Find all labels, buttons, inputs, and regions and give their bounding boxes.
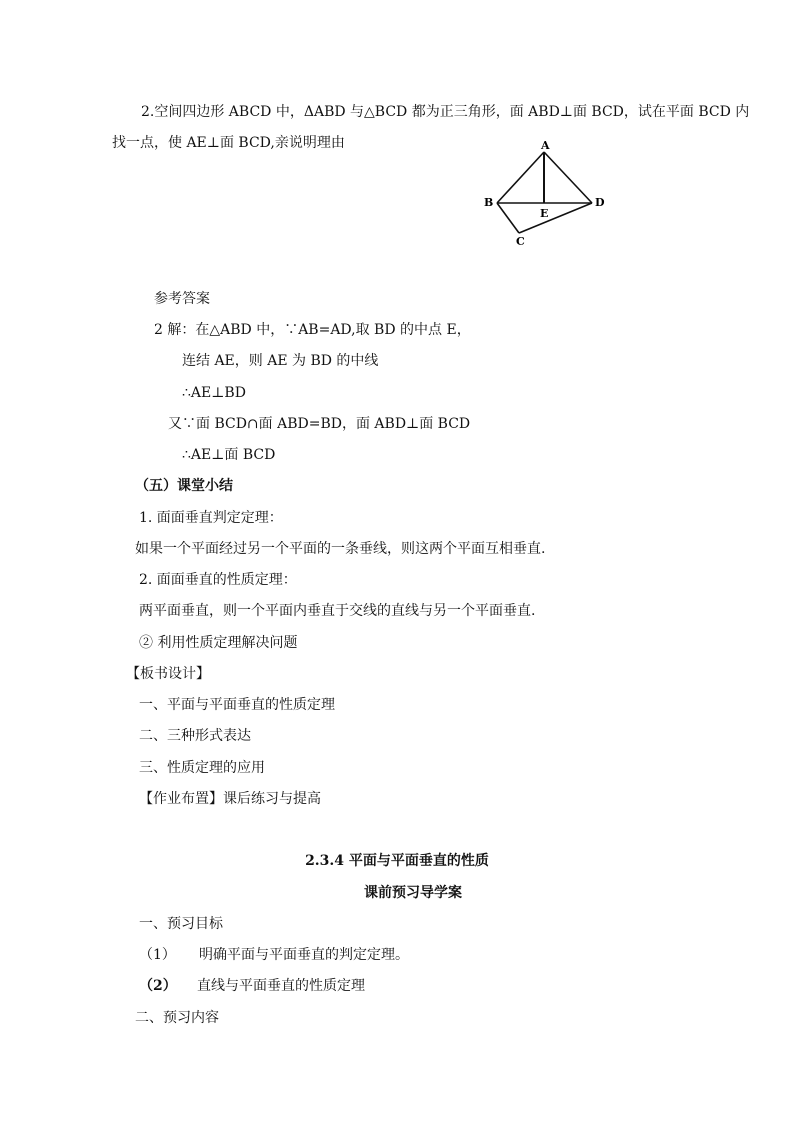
preview-goal-2-text: 直线与平面垂直的性质定理 — [197, 978, 365, 994]
board-heading: 【板书设计】 — [126, 666, 210, 682]
section-subtitle: 课前预习导学案 — [364, 885, 462, 901]
label-e: E — [540, 207, 549, 220]
summary-item-3: 2. 面面垂直的性质定理： — [139, 572, 297, 588]
label-d: D — [595, 196, 605, 209]
answer-heading: 参考答案 — [154, 291, 210, 307]
answer-line-1: 2 解：在△ABD 中，∵AB=AD,取 BD 的中点 E， — [154, 322, 471, 338]
tetrahedron-figure — [470, 130, 620, 255]
homework-line: 【作业布置】课后练习与提高 — [139, 791, 321, 807]
edge-ab — [497, 152, 544, 203]
summary-item-4: 两平面垂直，则一个平面内垂直于交线的直线与另一个平面垂直. — [139, 603, 536, 619]
label-c: C — [516, 235, 525, 248]
summary-item-5: ② 利用性质定理解决问题 — [139, 635, 298, 651]
answer-line-4: 又∵面 BCD∩面 ABD=BD，面 ABD⊥面 BCD — [168, 416, 471, 432]
preview-goal-heading: 一、预习目标 — [139, 916, 223, 932]
summary-heading: （五）课堂小结 — [135, 478, 233, 494]
preview-goal-1-text: 明确平面与平面垂直的判定定理。 — [199, 947, 409, 963]
board-item-3: 三、性质定理的应用 — [139, 760, 265, 776]
answer-line-2: 连结 AE，则 AE 为 BD 的中线 — [182, 353, 379, 369]
section-title: 2.3.4 平面与平面垂直的性质 — [305, 853, 489, 869]
problem-line-1: 2.空间四边形 ABCD 中，ΔABD 与△BCD 都为正三角形，面 ABD⊥面 BCD，试在平面 BCD 内 — [141, 104, 750, 120]
edge-ad — [544, 152, 592, 203]
summary-item-1: 1. 面面垂直判定定理： — [139, 510, 283, 526]
board-item-2: 二、三种形式表达 — [139, 728, 251, 744]
preview-goal-2-num: （2） — [139, 978, 177, 994]
edge-cd — [519, 203, 592, 233]
edge-bc — [497, 203, 519, 233]
board-item-1: 一、平面与平面垂直的性质定理 — [139, 697, 335, 713]
label-b: B — [484, 196, 494, 209]
preview-goal-1-num: （1） — [139, 947, 176, 963]
label-a: A — [541, 139, 550, 152]
answer-line-3: ∴AE⊥BD — [182, 385, 246, 401]
preview-content-heading: 二、预习内容 — [135, 1010, 219, 1026]
summary-item-2: 如果一个平面经过另一个平面的一条垂线，则这两个平面互相垂直. — [135, 541, 546, 557]
answer-line-5: ∴AE⊥面 BCD — [182, 447, 276, 463]
problem-line-2: 找一点，使 AE⊥面 BCD,亲说明理由 — [112, 135, 345, 151]
